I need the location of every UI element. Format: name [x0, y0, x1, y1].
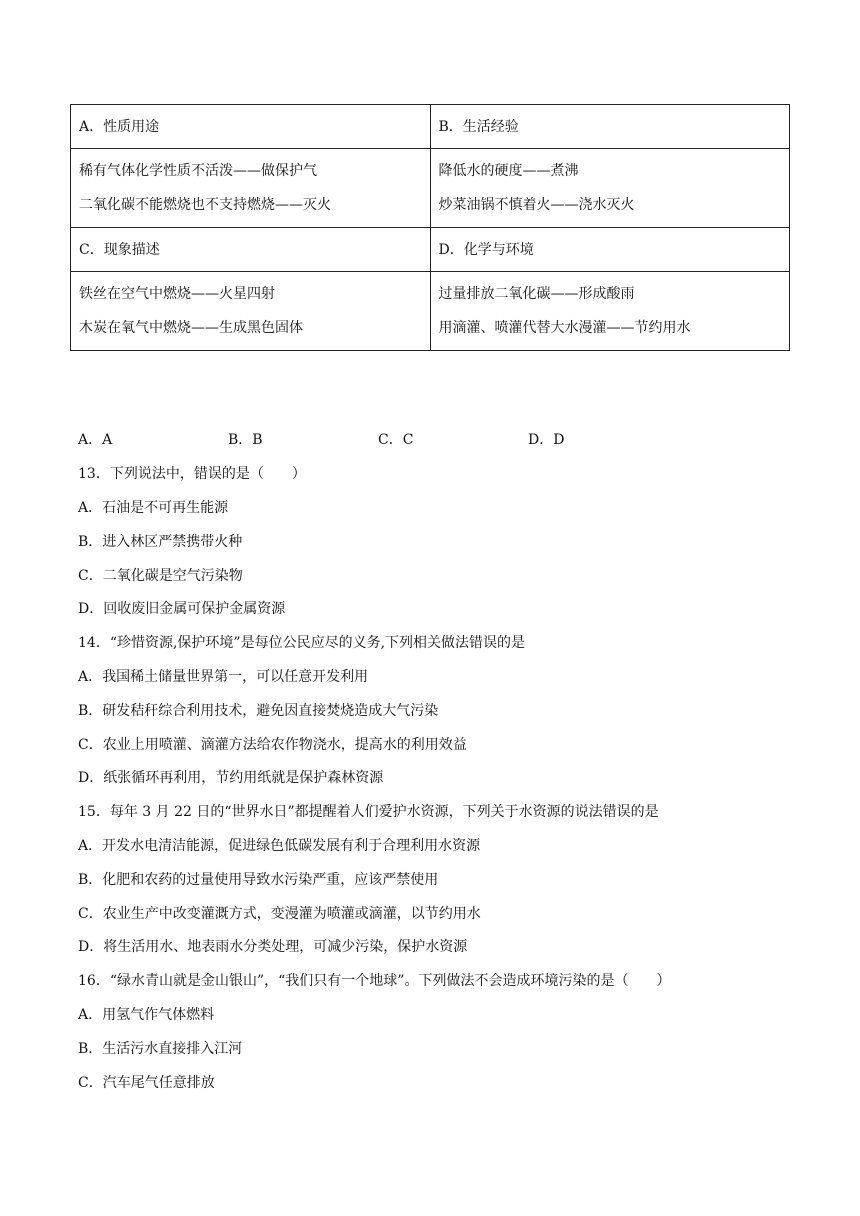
question-15-option-c: C．农业生产中改变灌溉方式，变漫灌为喷灌或滴灌，以节约用水 — [78, 906, 481, 922]
question-15-stem: 15．每年 3 月 22 日的“世界水日”都提醒着人们爱护水资源，下列关于水资源的说法错误的是 — [78, 804, 659, 820]
cell-d-header: D．化学与环境 — [430, 228, 790, 272]
question-16-option-c: C．汽车尾气任意排放 — [78, 1075, 215, 1091]
table-line: 铁丝在空气中燃烧——火星四射 — [79, 286, 275, 302]
table-row — [71, 228, 790, 272]
question-14-option-b: B．研发秸秆综合利用技术，避免因直接焚烧造成大气污染 — [78, 703, 439, 719]
question-14-option-c: C．农业上用喷灌、滴灌方法给农作物浇水，提高水的利用效益 — [78, 737, 467, 753]
table-row — [71, 272, 790, 351]
question-13-option-c: C．二氧化碳是空气污染物 — [78, 568, 243, 584]
question-14-stem: 14．“珍惜资源,保护环境”是每位公民应尽的义务,下列相关做法错误的是 — [78, 635, 526, 651]
question-16-stem: 16．“绿水青山就是金山银山”，“我们只有一个地球”。下列做法不会造成环境污染的是（ ） — [78, 973, 671, 989]
cell-b-body — [430, 149, 790, 228]
table-line: 过量排放二氧化碳——形成酸雨 — [438, 286, 635, 302]
question-13-option-a: A．石油是不可再生能源 — [78, 500, 229, 516]
cell-c-header: C．现象描述 — [71, 228, 431, 272]
options-table — [70, 104, 790, 351]
question-14-option-d: D．纸张循环再利用，节约用纸就是保护森林资源 — [78, 770, 384, 786]
question-15-option-a: A．开发水电清洁能源，促进绿色低碳发展有利于合理利用水资源 — [78, 838, 481, 854]
table-row — [71, 149, 790, 228]
question-13-stem: 13．下列说法中，错误的是（ ） — [78, 466, 306, 482]
table-line: 稀有气体化学性质不活泼——做保护气 — [79, 163, 317, 179]
question-13-option-d: D．回收废旧金属可保护金属资源 — [78, 601, 286, 617]
answer-choice-a: A．A — [78, 432, 113, 448]
question-13-option-b: B．进入林区严禁携带火种 — [78, 534, 243, 550]
table-line: 木炭在氧气中燃烧——生成黑色固体 — [79, 320, 303, 336]
question-15-option-b: B．化肥和农药的过量使用导致水污染严重，应该严禁使用 — [78, 872, 439, 888]
cell-b-header: B．生活经验 — [430, 105, 790, 149]
table-line: 二氧化碳不能燃烧也不支持燃烧——灭火 — [79, 197, 331, 213]
cell-a-body — [71, 149, 431, 228]
cell-d-body — [430, 272, 790, 351]
question-14-option-a: A．我国稀土储量世界第一，可以任意开发利用 — [78, 669, 369, 685]
question-16-option-a: A．用氢气作气体燃料 — [78, 1007, 215, 1023]
table-row — [71, 105, 790, 149]
answer-choice-d: D．D — [528, 432, 565, 448]
answer-choice-b: B．B — [228, 432, 263, 448]
answer-choice-c: C．C — [378, 432, 414, 448]
table-line: 降低水的硬度——煮沸 — [438, 163, 579, 179]
table-line: 炒菜油锅不慎着火——浇水灭火 — [438, 197, 635, 213]
table-line: 用滴灌、喷灌代替大水漫灌——节约用水 — [438, 320, 691, 336]
question-16-option-b: B．生活污水直接排入江河 — [78, 1041, 243, 1057]
cell-a-header: A．性质用途 — [71, 105, 431, 149]
question-15-option-d: D．将生活用水、地表雨水分类处理，可减少污染，保护水资源 — [78, 939, 468, 955]
cell-c-body — [71, 272, 431, 351]
